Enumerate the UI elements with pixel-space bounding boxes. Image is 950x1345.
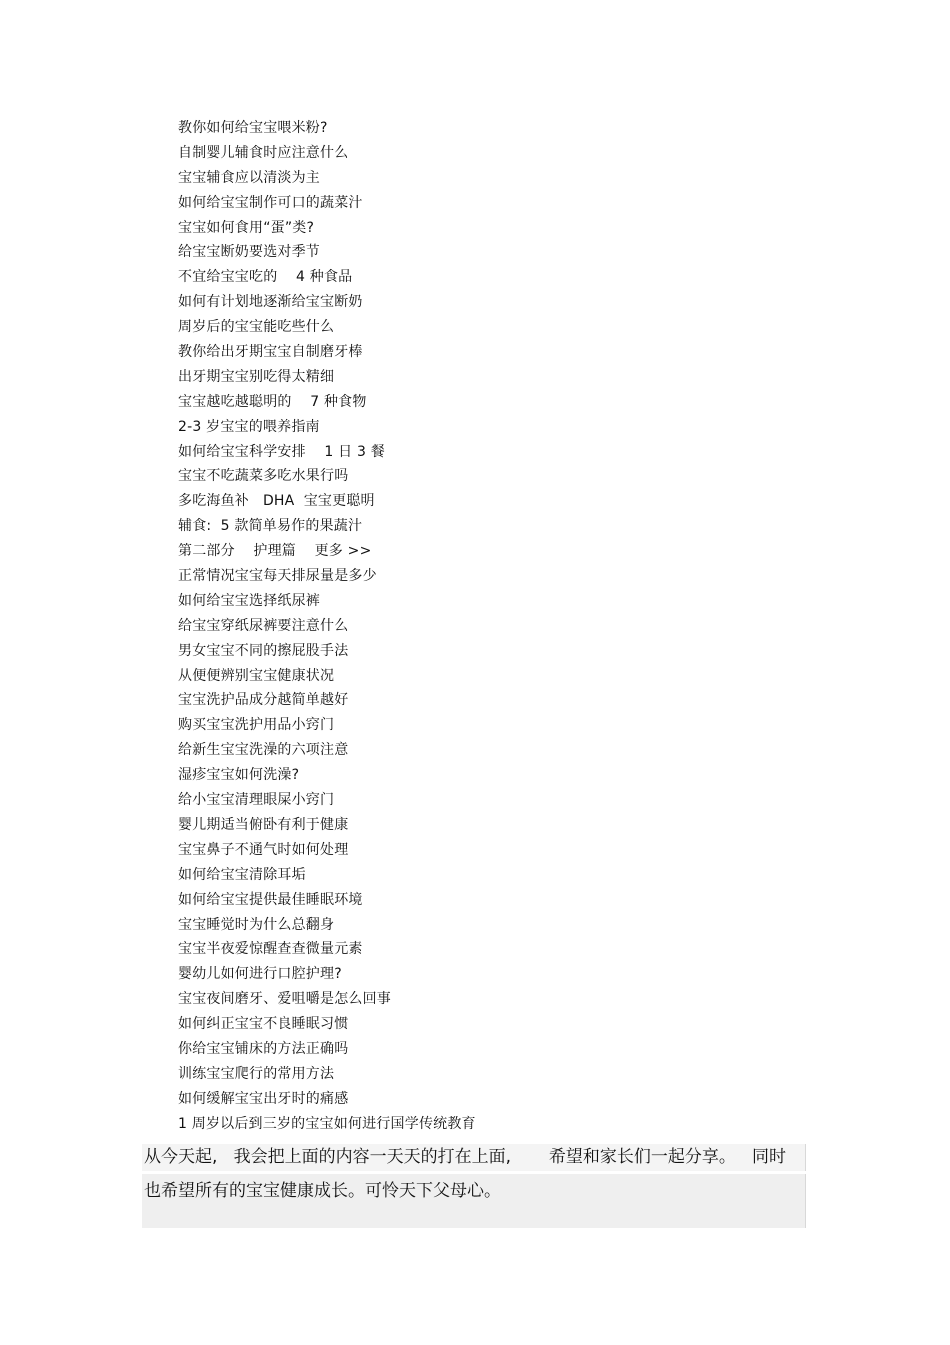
list-item: 婴幼儿如何进行口腔护理? bbox=[178, 966, 342, 983]
list-item: 出牙期宝宝别吃得太精细 bbox=[178, 368, 335, 385]
list-item: 教你如何给宝宝喂米粉? bbox=[178, 120, 328, 136]
list-item: 自制婴儿辅食时应注意什么 bbox=[178, 144, 349, 161]
list-item: 如何给宝宝清除耳垢 bbox=[178, 866, 306, 883]
list-item: 宝宝洗护品成分越简单越好 bbox=[178, 692, 349, 709]
closing-line-1: 从今天起, 我会把上面的内容一天天的打在上面, 希望和家长们一起分享。 同时 bbox=[142, 1144, 806, 1171]
list-item: 宝宝越吃越聪明的 7 种食物 bbox=[178, 393, 367, 410]
list-item: 训练宝宝爬行的常用方法 bbox=[178, 1065, 335, 1082]
list-item: 宝宝睡觉时为什么总翻身 bbox=[178, 916, 335, 933]
list-item: 给宝宝断奶要选对季节 bbox=[178, 244, 320, 261]
list-item: 给小宝宝清理眼屎小窍门 bbox=[178, 792, 335, 809]
list-item: 如何给宝宝提供最佳睡眠环境 bbox=[178, 891, 363, 908]
list-item: 宝宝如何食用“蛋”类? bbox=[178, 219, 315, 236]
closing-line-2: 也希望所有的宝宝健康成长。可怜天下父母心。 bbox=[142, 1174, 806, 1205]
article-list bbox=[178, 116, 476, 1137]
closing-padding bbox=[142, 1205, 806, 1228]
list-item: 多吃海鱼补 DHA 宝宝更聪明 bbox=[178, 493, 375, 510]
list-item: 购买宝宝洗护用品小窍门 bbox=[178, 717, 335, 734]
list-item: 如何给宝宝科学安排 1 日 3 餐 bbox=[178, 443, 385, 460]
list-item: 如何纠正宝宝不良睡眠习惯 bbox=[178, 1016, 349, 1033]
list-item: 如何给宝宝制作可口的蔬菜汁 bbox=[178, 194, 363, 211]
list-item: 男女宝宝不同的擦屁股手法 bbox=[178, 642, 349, 659]
list-item: 给宝宝穿纸尿裤要注意什么 bbox=[178, 617, 349, 634]
list-item: 1 周岁以后到三岁的宝宝如何进行国学传统教育 bbox=[178, 1115, 476, 1132]
list-item: 如何有计划地逐渐给宝宝断奶 bbox=[178, 294, 363, 311]
list-item: 你给宝宝铺床的方法正确吗 bbox=[178, 1040, 349, 1057]
list-item: 辅食: 5 款简单易作的果蔬汁 bbox=[178, 518, 363, 535]
list-item: 如何缓解宝宝出牙时的痛感 bbox=[178, 1090, 349, 1107]
closing-note bbox=[142, 1144, 806, 1228]
list-item: 如何给宝宝选择纸尿裤 bbox=[178, 592, 320, 609]
list-item: 2-3 岁宝宝的喂养指南 bbox=[178, 418, 320, 435]
list-item: 湿疹宝宝如何洗澡? bbox=[178, 767, 300, 784]
list-item: 给新生宝宝洗澡的六项注意 bbox=[178, 742, 349, 759]
list-item: 宝宝半夜爱惊醒查查微量元素 bbox=[178, 941, 363, 958]
list-item: 宝宝鼻子不通气时如何处理 bbox=[178, 841, 349, 858]
list-item: 教你给出牙期宝宝自制磨牙棒 bbox=[178, 344, 363, 361]
list-item: 不宜给宝宝吃的 4 种食品 bbox=[178, 269, 353, 286]
list-item: 正常情况宝宝每天排尿量是多少 bbox=[178, 568, 377, 585]
list-item: 婴儿期适当俯卧有利于健康 bbox=[178, 816, 349, 833]
list-item: 宝宝不吃蔬菜多吃水果行吗 bbox=[178, 468, 349, 485]
list-item: 周岁后的宝宝能吃些什么 bbox=[178, 319, 335, 336]
list-item: 宝宝夜间磨牙、爱咀嚼是怎么回事 bbox=[178, 991, 391, 1008]
list-item: 宝宝辅食应以清淡为主 bbox=[178, 169, 320, 186]
section-heading-care[interactable]: 第二部分 护理篇 更多 >> bbox=[178, 543, 372, 560]
list-item: 从便便辨别宝宝健康状况 bbox=[178, 667, 335, 684]
